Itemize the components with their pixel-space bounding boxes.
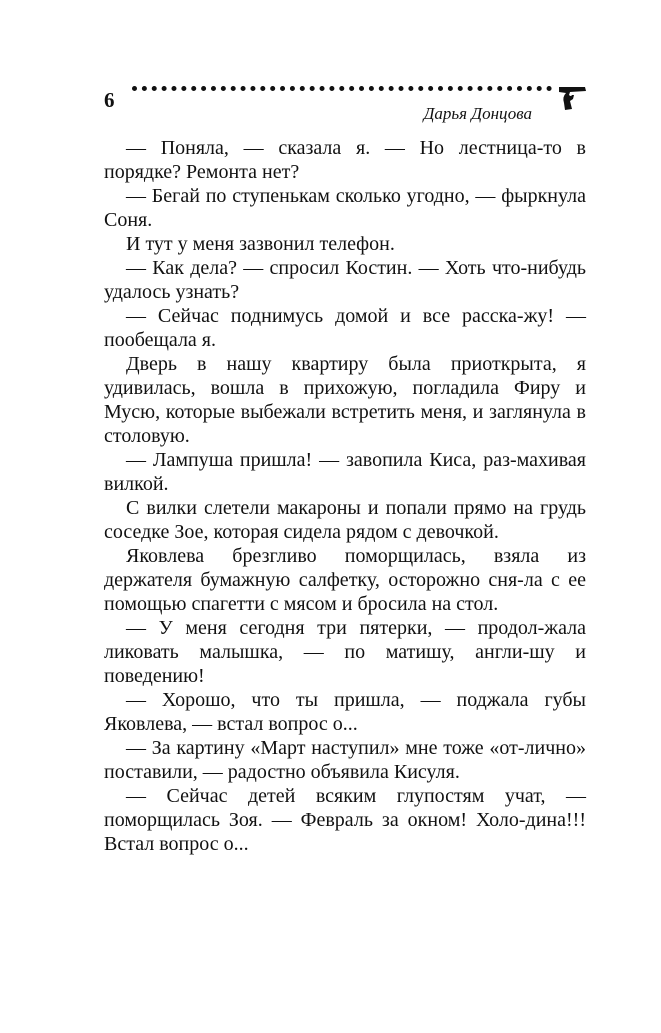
paragraph: — Как дела? — спросил Костин. — Хоть что-нибудь удалось узнать? xyxy=(104,257,586,303)
author-name: Дарья Донцова xyxy=(423,104,532,123)
running-header xyxy=(104,80,588,128)
paragraph: — У меня сегодня три пятерки, — продол-жала ликовать малышка, — по матишу, англи-шу и поведению! xyxy=(104,617,586,687)
dotted-rule xyxy=(132,86,552,97)
page-body xyxy=(104,136,586,856)
paragraph: — Сейчас поднимусь домой и все расска-жу! — пообещала я. xyxy=(104,305,586,351)
paragraph: — Бегай по ступенькам сколько угодно, — фыркнула Соня. xyxy=(104,185,586,231)
paragraph: — За картину «Март наступил» мне тоже «от-лично» поставили, — радостно объявила Кисуля. xyxy=(104,737,586,783)
paragraph: — Поняла, — сказала я. — Но лестница-то в порядке? Ремонта нет? xyxy=(104,137,586,183)
page-number: 6 xyxy=(104,88,115,112)
paragraph: — Лампуша пришла! — завопила Киса, раз-махивая вилкой. xyxy=(104,449,586,495)
paragraph: Яковлева брезгливо поморщилась, взяла из держателя бумажную салфетку, осторожно сня-ла с ее помощью спагетти с мясом и бросила на стол. xyxy=(104,545,586,615)
paragraph: И тут у меня зазвонил телефон. xyxy=(126,233,395,255)
gun-icon xyxy=(558,83,588,111)
paragraph: — Хорошо, что ты пришла, — поджала губы Яковлева, — встал вопрос о... xyxy=(104,689,586,735)
paragraph: — Сейчас детей всяким глупостям учат, — поморщилась Зоя. — Февраль за окном! Холо-дина!!! Встал вопрос о... xyxy=(104,785,586,855)
paragraph: С вилки слетели макароны и попали прямо на грудь соседке Зое, которая сидела рядом с девочкой. xyxy=(104,497,586,543)
paragraph: Дверь в нашу квартиру была приоткрыта, я удивилась, вошла в прихожую, погладила Фиру и Мусю, которые выбежали встретить меня, и заглянула в столовую. xyxy=(104,353,586,447)
